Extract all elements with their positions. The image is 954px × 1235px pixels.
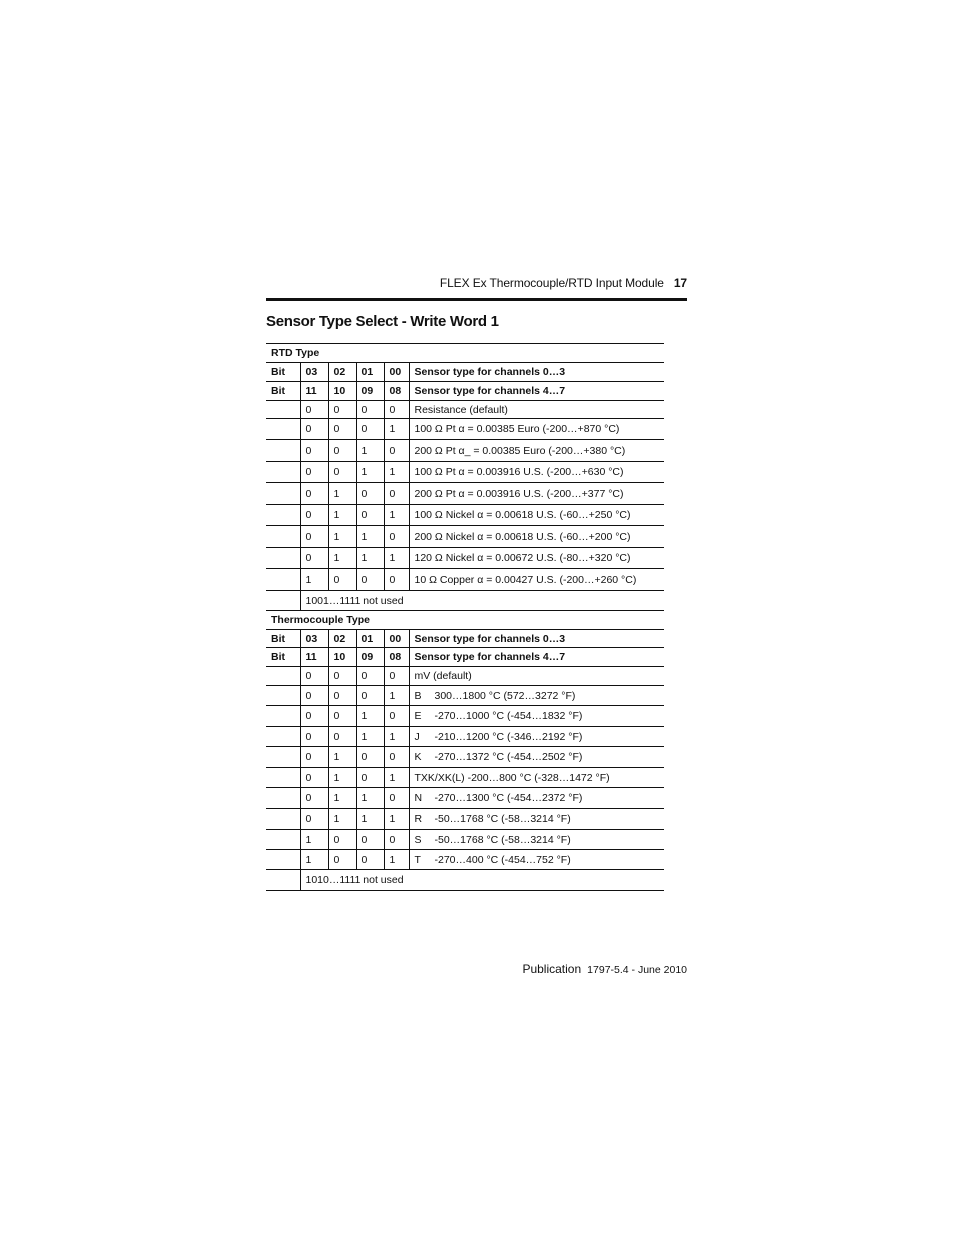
- empty-cell: [266, 788, 300, 809]
- bit-value: 0: [328, 440, 356, 462]
- empty-cell: [266, 401, 300, 419]
- sensor-description: [409, 667, 664, 686]
- sensor-description: [409, 440, 664, 462]
- bit-value: 1: [356, 809, 384, 830]
- sensor-description: [409, 686, 664, 706]
- bit-value: 0: [356, 505, 384, 526]
- empty-cell: [266, 768, 300, 788]
- rtd-sensor-row: [266, 526, 664, 548]
- bit-value: 0: [384, 788, 409, 809]
- rtd-sensor-row: [266, 569, 664, 591]
- bit-value: 0: [300, 667, 328, 686]
- channel-group-label: Sensor type for channels 4…7: [409, 648, 664, 667]
- empty-cell: [266, 548, 300, 569]
- rtd-sensor-row: [266, 419, 664, 440]
- empty-cell: [266, 440, 300, 462]
- header-title: FLEX Ex Thermocouple/RTD Input Module: [439, 276, 664, 290]
- sensor-description: [409, 747, 664, 768]
- bit-value: 0: [356, 747, 384, 768]
- bit-value: 1: [328, 505, 356, 526]
- bit-label: Bit: [266, 648, 300, 667]
- sensor-description: [409, 548, 664, 569]
- rtd-sensor-row: [266, 401, 664, 419]
- bit-value: 1: [328, 548, 356, 569]
- rtd-section-label: RTD Type: [266, 344, 664, 363]
- rtd-sensor-row: [266, 483, 664, 505]
- thermocouple-sensor-row: [266, 747, 664, 768]
- sensor-description: [409, 462, 664, 483]
- page-number: 17: [673, 276, 687, 290]
- bit-value: 0: [300, 462, 328, 483]
- bit-value: 1: [356, 526, 384, 548]
- not-used-note: 1001…1111 not used: [300, 591, 664, 611]
- rtd-sensor-row: [266, 440, 664, 462]
- bit-value: 1: [300, 850, 328, 870]
- thermocouple-code: B: [414, 689, 422, 702]
- bit-value: 0: [356, 686, 384, 706]
- bit-value: 0: [300, 768, 328, 788]
- empty-cell: [266, 419, 300, 440]
- thermocouple-sensor-row: [266, 830, 664, 850]
- thermocouple-bit-header-row: [266, 630, 664, 648]
- sensor-range: Resistance (default): [414, 403, 508, 416]
- bit-value: 0: [300, 483, 328, 505]
- bit-value: 1: [328, 809, 356, 830]
- thermocouple-sensor-row: [266, 809, 664, 830]
- bit-value: 1: [300, 569, 328, 591]
- bit-value: 0: [328, 830, 356, 850]
- bit-number: 00: [384, 363, 409, 382]
- sensor-table-body: [266, 344, 664, 891]
- bit-value: 0: [356, 768, 384, 788]
- bit-value: 0: [300, 747, 328, 768]
- rtd-bit-header-row: [266, 363, 664, 382]
- rtd-sensor-row: [266, 462, 664, 483]
- empty-cell: [266, 591, 300, 611]
- bit-value: 0: [356, 830, 384, 850]
- thermocouple-bit-header-row: [266, 648, 664, 667]
- sensor-range: 200 Ω Nickel α = 0.00618 U.S. (-60…+200 °C): [414, 530, 631, 543]
- bit-value: 0: [384, 667, 409, 686]
- bit-value: 0: [356, 667, 384, 686]
- empty-cell: [266, 686, 300, 706]
- bit-number: 08: [384, 382, 409, 401]
- bit-value: 0: [384, 440, 409, 462]
- bit-value: 0: [328, 850, 356, 870]
- thermocouple-sensor-row: [266, 706, 664, 727]
- header-rule: [266, 298, 687, 301]
- bit-label: Bit: [266, 382, 300, 401]
- bit-value: 1: [384, 850, 409, 870]
- sensor-range: -50…1768 °C (-58…3214 °F): [434, 833, 571, 846]
- rtd-sensor-row: [266, 505, 664, 526]
- bit-value: 0: [300, 505, 328, 526]
- sensor-description: [409, 768, 664, 788]
- bit-number: 08: [384, 648, 409, 667]
- bit-value: 0: [300, 401, 328, 419]
- sensor-range: 200 Ω Pt α_ = 0.00385 Euro (-200…+380 °C): [414, 444, 626, 457]
- empty-cell: [266, 727, 300, 747]
- bit-value: 0: [356, 850, 384, 870]
- sensor-description: [409, 483, 664, 505]
- bit-number: 01: [356, 363, 384, 382]
- bit-value: 0: [384, 706, 409, 727]
- bit-label: Bit: [266, 363, 300, 382]
- sensor-range: 200 Ω Pt α = 0.003916 U.S. (-200…+377 °C): [414, 487, 624, 500]
- thermocouple-code: J: [414, 730, 420, 743]
- sensor-range: 100 Ω Nickel α = 0.00618 U.S. (-60…+250 °C): [414, 509, 631, 521]
- bit-value: 0: [328, 462, 356, 483]
- thermocouple-sensor-row: [266, 667, 664, 686]
- bit-value: 0: [384, 830, 409, 850]
- bit-value: 0: [300, 706, 328, 727]
- sensor-range: -270…1372 °C (-454…2502 °F): [434, 751, 583, 763]
- empty-cell: [266, 850, 300, 870]
- bit-value: 1: [356, 727, 384, 747]
- bit-value: 1: [356, 440, 384, 462]
- bit-value: 1: [328, 788, 356, 809]
- footer-label: Publication: [522, 962, 582, 976]
- section-title: Sensor Type Select - Write Word 1: [266, 313, 499, 330]
- sensor-range: 10 Ω Copper α = 0.00427 U.S. (-200…+260 °C): [414, 573, 637, 586]
- bit-value: 0: [328, 686, 356, 706]
- empty-cell: [266, 870, 300, 891]
- bit-value: 1: [384, 686, 409, 706]
- bit-value: 1: [356, 788, 384, 809]
- bit-number: 03: [300, 630, 328, 648]
- empty-cell: [266, 830, 300, 850]
- sensor-range: 120 Ω Nickel α = 0.00672 U.S. (-80…+320 °C): [414, 552, 631, 564]
- thermocouple-section-row: [266, 611, 664, 630]
- empty-cell: [266, 505, 300, 526]
- sensor-range: -50…1768 °C (-58…3214 °F): [434, 813, 571, 825]
- channel-group-label: Sensor type for channels 4…7: [409, 382, 664, 401]
- sensor-range: 300…1800 °C (572…3272 °F): [434, 689, 576, 702]
- sensor-description: [409, 569, 664, 591]
- bit-value: 0: [384, 401, 409, 419]
- sensor-range: mV (default): [414, 670, 472, 682]
- thermocouple-code: S: [414, 833, 422, 846]
- channel-group-label: Sensor type for channels 0…3: [409, 363, 664, 382]
- rtd-section-row: [266, 344, 664, 363]
- bit-value: 0: [300, 727, 328, 747]
- bit-value: 0: [328, 667, 356, 686]
- thermocouple-sensor-row: [266, 686, 664, 706]
- bit-value: 0: [300, 548, 328, 569]
- bit-value: 0: [384, 483, 409, 505]
- rtd-not-used-row: [266, 591, 664, 611]
- bit-value: 1: [328, 768, 356, 788]
- bit-number: 10: [328, 382, 356, 401]
- bit-value: 0: [356, 569, 384, 591]
- bit-value: 1: [384, 548, 409, 569]
- sensor-range: -270…1300 °C (-454…2372 °F): [434, 792, 583, 804]
- bit-value: 0: [356, 419, 384, 440]
- rtd-sensor-row: [266, 548, 664, 569]
- thermocouple-code: K: [414, 751, 422, 763]
- thermocouple-not-used-row: [266, 870, 664, 891]
- bit-value: 1: [384, 462, 409, 483]
- bit-number: 10: [328, 648, 356, 667]
- empty-cell: [266, 747, 300, 768]
- bit-value: 1: [300, 830, 328, 850]
- bit-value: 0: [384, 526, 409, 548]
- bit-value: 0: [384, 569, 409, 591]
- empty-cell: [266, 462, 300, 483]
- sensor-description: [409, 830, 664, 850]
- sensor-description: [409, 526, 664, 548]
- bit-value: 1: [328, 526, 356, 548]
- sensor-description: [409, 419, 664, 440]
- bit-number: 03: [300, 363, 328, 382]
- thermocouple-section-label: Thermocouple Type: [266, 611, 664, 630]
- sensor-description: [409, 788, 664, 809]
- bit-value: 0: [328, 569, 356, 591]
- sensor-description: [409, 809, 664, 830]
- sensor-type-table: [266, 343, 664, 891]
- bit-number: 09: [356, 382, 384, 401]
- running-header: [266, 276, 687, 290]
- bit-value: 0: [328, 401, 356, 419]
- thermocouple-sensor-row: [266, 850, 664, 870]
- sensor-description: [409, 850, 664, 870]
- sensor-range: -270…1000 °C (-454…1832 °F): [434, 710, 583, 722]
- rtd-bit-header-row: [266, 382, 664, 401]
- thermocouple-sensor-row: [266, 768, 664, 788]
- bit-number: 11: [300, 382, 328, 401]
- sensor-range: -210…1200 °C (-346…2192 °F): [434, 730, 583, 743]
- bit-number: 01: [356, 630, 384, 648]
- bit-value: 0: [356, 483, 384, 505]
- bit-value: 0: [300, 809, 328, 830]
- bit-number: 02: [328, 630, 356, 648]
- bit-value: 1: [384, 727, 409, 747]
- sensor-range: 100 Ω Pt α = 0.00385 Euro (-200…+870 °C): [414, 423, 620, 435]
- sensor-range: -270…400 °C (-454…752 °F): [434, 853, 571, 866]
- empty-cell: [266, 526, 300, 548]
- bit-value: 0: [328, 727, 356, 747]
- sensor-description: [409, 505, 664, 526]
- bit-number: 11: [300, 648, 328, 667]
- bit-value: 1: [384, 768, 409, 788]
- bit-value: 0: [328, 706, 356, 727]
- bit-number: 02: [328, 363, 356, 382]
- channel-group-label: Sensor type for channels 0…3: [409, 630, 664, 648]
- thermocouple-code: N: [414, 792, 423, 804]
- thermocouple-sensor-row: [266, 727, 664, 747]
- thermocouple-code: E: [414, 710, 422, 722]
- sensor-description: [409, 706, 664, 727]
- bit-value: 0: [300, 526, 328, 548]
- page-footer: [266, 962, 687, 976]
- empty-cell: [266, 483, 300, 505]
- thermocouple-code: R: [414, 813, 423, 825]
- not-used-note: 1010…1111 not used: [300, 870, 664, 891]
- bit-value: 0: [300, 686, 328, 706]
- bit-value: 0: [328, 419, 356, 440]
- bit-value: 0: [384, 747, 409, 768]
- bit-value: 1: [356, 706, 384, 727]
- bit-value: 0: [356, 401, 384, 419]
- bit-value: 1: [384, 809, 409, 830]
- bit-value: 1: [384, 505, 409, 526]
- sensor-range: 100 Ω Pt α = 0.003916 U.S. (-200…+630 °C): [414, 466, 624, 478]
- thermocouple-code: T: [414, 853, 421, 866]
- bit-value: 0: [300, 788, 328, 809]
- bit-value: 0: [300, 440, 328, 462]
- thermocouple-sensor-row: [266, 788, 664, 809]
- bit-value: 1: [356, 462, 384, 483]
- bit-value: 1: [328, 483, 356, 505]
- empty-cell: [266, 809, 300, 830]
- sensor-description: [409, 727, 664, 747]
- bit-value: 1: [384, 419, 409, 440]
- publication-number: 1797-5.4 - June 2010: [587, 964, 687, 976]
- bit-number: 09: [356, 648, 384, 667]
- empty-cell: [266, 706, 300, 727]
- sensor-description: [409, 401, 664, 419]
- empty-cell: [266, 667, 300, 686]
- bit-value: 0: [300, 419, 328, 440]
- bit-value: 1: [328, 747, 356, 768]
- empty-cell: [266, 569, 300, 591]
- bit-value: 1: [356, 548, 384, 569]
- bit-number: 00: [384, 630, 409, 648]
- sensor-range: TXK/XK(L) -200…800 °C (-328…1472 °F): [414, 771, 610, 784]
- bit-label: Bit: [266, 630, 300, 648]
